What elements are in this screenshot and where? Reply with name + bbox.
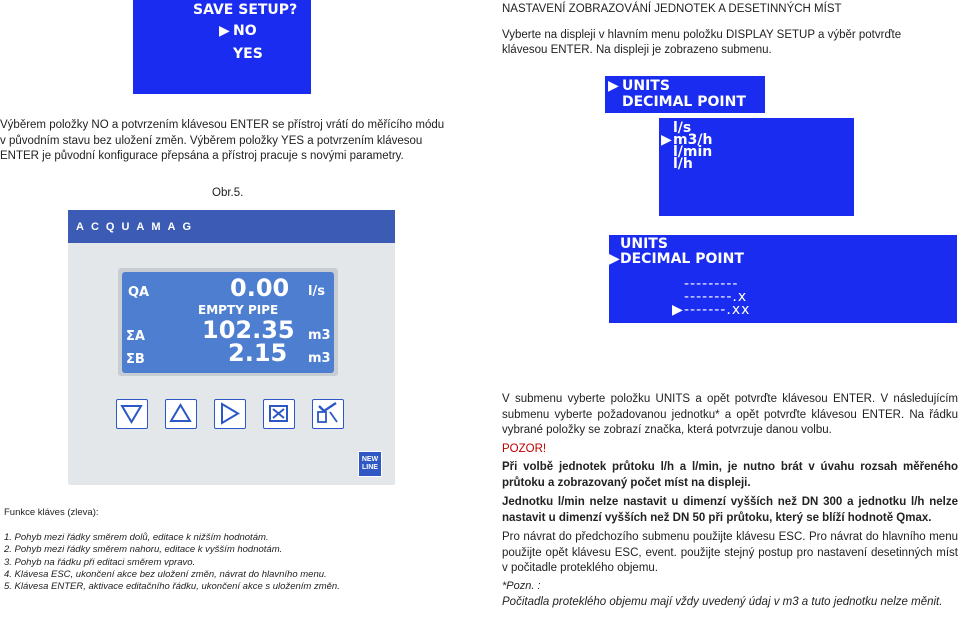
- new-line-badge: NEW LINE: [358, 451, 382, 477]
- lcd-decimal-point: [609, 235, 957, 323]
- device-panel: [68, 210, 395, 485]
- screen-status: EMPTY PIPE: [198, 303, 279, 317]
- lcd-decimal-opt-3: -------.xx: [684, 302, 751, 318]
- lcd-decimal-opt-2: --------.x: [684, 289, 748, 305]
- key-up-button[interactable]: [165, 399, 197, 429]
- right-header-line-2: klávesou ENTER. Na displeji je zobrazeno submenu.: [502, 44, 772, 56]
- keys-title: Funkce kláves (zleva):: [4, 507, 99, 518]
- key-item-4: 4. Klávesa ESC, ukončení akce bez uložení změn, návrat do hlavního menu.: [4, 568, 327, 580]
- lcd-unit-4: l/h: [673, 156, 693, 172]
- screen-row2-value: 102.35: [202, 316, 295, 344]
- screen-row1-label: QA: [128, 285, 150, 300]
- enter-check-icon: [313, 400, 342, 427]
- left-line-1: Výběrem položky NO a potvrzením klávesou ENTER se přístroj vrátí do měřícího módu: [0, 119, 445, 131]
- lcd-menu-units: UNITS: [622, 78, 670, 94]
- lcd-decimal-opt-1: ---------: [684, 276, 739, 292]
- device-screen: [122, 272, 334, 373]
- screen-row3-label: ΣB: [126, 352, 145, 367]
- left-line-2: v původním stavu bez uložení změn. Výběrem položky YES a potvrzením klávesou: [0, 134, 423, 147]
- device-brand-bar: [68, 210, 395, 243]
- device-brand: ACQUAMAG: [76, 221, 198, 233]
- screen-row1-unit: l/s: [308, 284, 325, 299]
- warning-text-2: Jednotku l/min nelze nastavit u dimenzí vyšších než DN 300 a jednotku l/h nelze nastavit u dimenzí vyšších než DN 50 při průtoku, který se blíží hodnotě Qmax.: [502, 496, 958, 524]
- screen-row2-unit: m3: [308, 328, 331, 343]
- lcd-arrow-icon: ▶: [219, 23, 230, 39]
- screen-row2-label: ΣA: [126, 329, 145, 344]
- triangle-right-icon: [215, 400, 244, 427]
- key-item-3: 3. Pohyb na řádku při editaci směrem vpravo.: [4, 556, 196, 568]
- cancel-icon: [264, 400, 293, 427]
- keys-list: [4, 532, 474, 593]
- left-line-3: ENTER je původní konfigurace přepsána a přístroj pracuje s novými parametry.: [0, 150, 404, 162]
- screen-row3-value: 2.15: [228, 339, 288, 367]
- lcd-arrow-icon: ▶: [609, 251, 620, 267]
- lcd-option-no: NO: [233, 23, 257, 39]
- lcd-save-setup: [133, 0, 311, 94]
- right-paragraph-1: V submenu vyberte položku UNITS a opět potvrďte klávesou ENTER. V následujícím submenu vyberte požadovanou jednotku* a opět potvrďte klávesou ENTER. Na řádku vybrané položky se zobrazí značka, která potvrzuje danou volbu.: [502, 393, 958, 436]
- right-paragraph-3: Počitadla proteklého objemu mají vždy uvedený údaj v m3 a tuto jednotku nelze měnit.: [502, 595, 943, 608]
- lcd-display-setup-menu: [605, 76, 765, 113]
- key-right-button[interactable]: [214, 399, 246, 429]
- lcd-arrow-icon: ▶: [608, 78, 619, 94]
- key-down-button[interactable]: [116, 399, 148, 429]
- lcd-unit-3: l/min: [673, 144, 713, 160]
- right-paragraph-2: Pro návrat do předchozího submenu použijte klávesu ESC. Pro návrat do hlavního menu použijte opět klávesu ESC, event. použijte stejný postup pro nastavení desetinných míst v počitadle proteklého objemu.: [502, 531, 958, 574]
- warning-label: POZOR!: [502, 442, 547, 455]
- right-header: [502, 2, 959, 58]
- lcd-save-title: SAVE SETUP?: [193, 2, 298, 18]
- left-paragraph: [0, 118, 470, 165]
- key-item-2: 2. Pohyb mezi řádky směrem nahoru, editace k vyšším hodnotám.: [4, 544, 283, 556]
- footnote-label: *Pozn. :: [502, 579, 541, 592]
- right-header-line-1: Vyberte na displeji v hlavním menu položku DISPLAY SETUP a výběr potvrďte: [502, 29, 902, 41]
- key-enter-button[interactable]: [312, 399, 344, 429]
- lcd-decimal-title: DECIMAL POINT: [620, 251, 744, 267]
- screen-row3-unit: m3: [308, 351, 331, 366]
- section-title: NASTAVENÍ ZOBRAZOVÁNÍ JEDNOTEK A DESETINNÝCH MÍST: [502, 3, 842, 15]
- triangle-down-icon: [117, 400, 146, 427]
- screen-row1-value: 0.00: [230, 274, 290, 302]
- right-body: [502, 392, 958, 610]
- lcd-menu-decimal: DECIMAL POINT: [622, 94, 746, 110]
- lcd-units-list: [659, 118, 854, 216]
- lcd-arrow-icon: ▶: [672, 302, 683, 318]
- triangle-up-icon: [166, 400, 195, 427]
- warning-text-1: Při volbě jednotek průtoku l/h a l/min, je nutno brát v úvahu rozsah měřeného průtoku a zobrazovaný počet míst na displeji.: [502, 461, 958, 489]
- lcd-unit-2: m3/h: [673, 132, 713, 148]
- key-item-1: 1. Pohyb mezi řádky směrem dolů, editace k nižším hodnotám.: [4, 532, 269, 543]
- lcd-arrow-icon: ▶: [661, 132, 672, 148]
- lcd-decimal-units: UNITS: [620, 236, 668, 252]
- lcd-option-yes: YES: [233, 46, 263, 62]
- figure-caption: Obr.5.: [212, 187, 244, 199]
- key-esc-button[interactable]: [263, 399, 295, 429]
- key-item-5: 5. Klávesa ENTER, aktivace editačního řádku, ukončení akce s uložením změn.: [4, 581, 340, 593]
- lcd-unit-1: l/s: [673, 120, 692, 136]
